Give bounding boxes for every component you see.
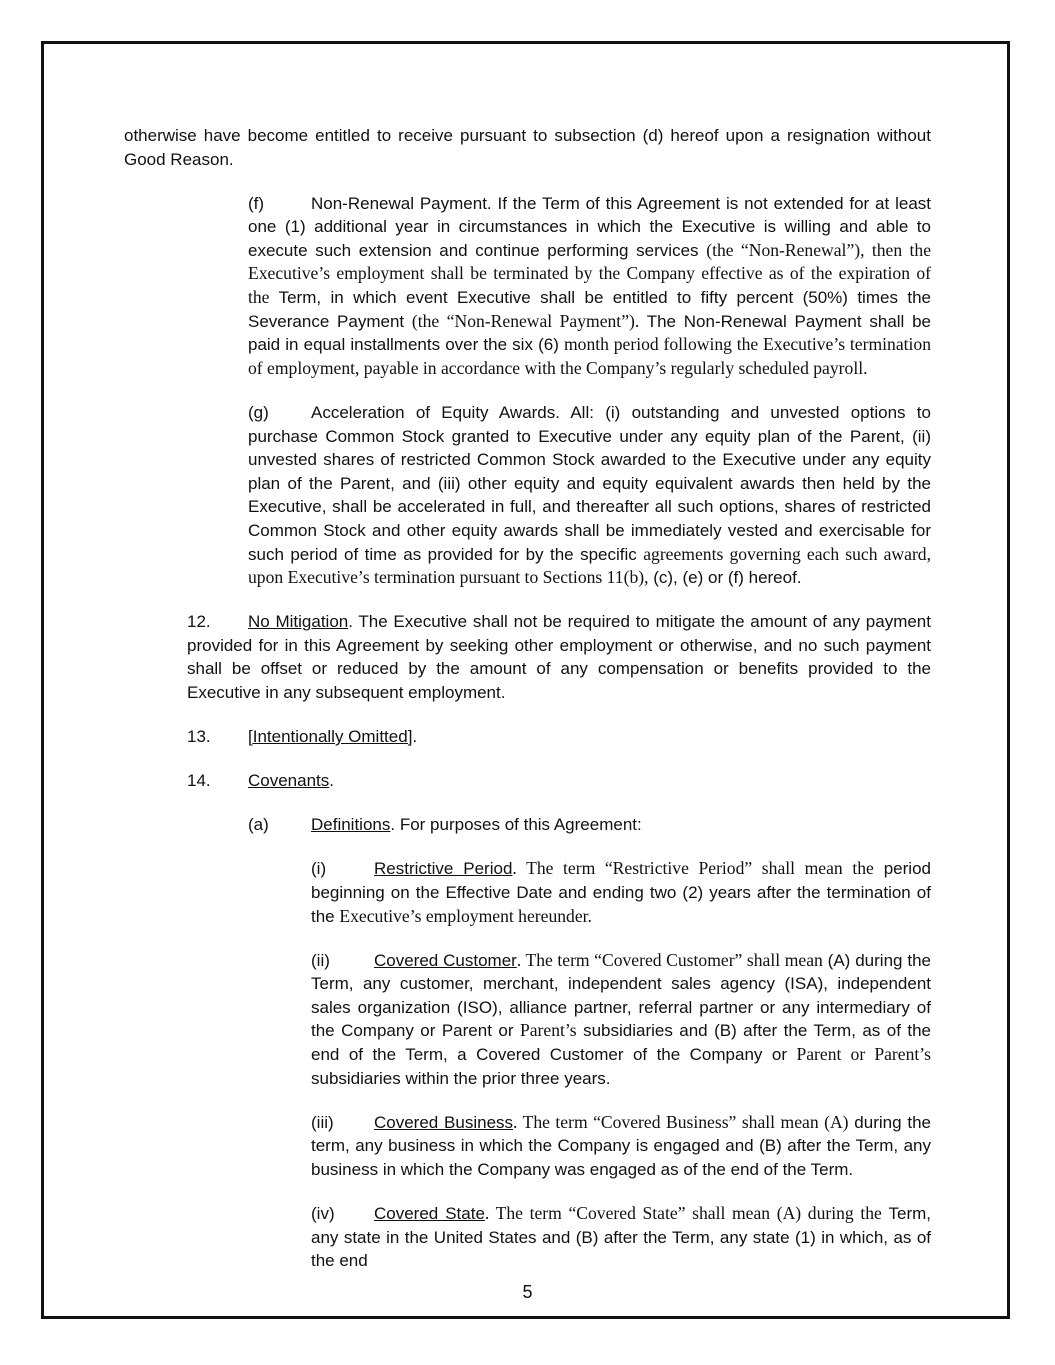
definition-iii-title: Covered Business [374,1112,514,1132]
section-f-text-c: Term, in which event Executive shall be entitled to fifty percent (50%) times the Severance Payment [248,288,931,331]
section-12-text: . The Executive shall not be required to mitigate the amount of any payment provided for in this Agreement by seeking other employment or otherwise, and no such payment shall be offset or reduced by the amount of any compensation or benefits provided to the Executive in any subsequent employment. [187,612,931,702]
definition-iv-text-a: . The term “Covered State” shall mean (A) during the [484,1202,882,1223]
section-f-text-a: If the Term of this Agreement is not extended for at least one (1) additional year in circumstances in which the Executive is willing and able to execute such extension and continue performing services [248,193,931,260]
section-f-text-f: month period following the Executive’s termination of employment, payable in accordance with the Company’s regularly scheduled payroll. [248,334,932,378]
section-13-number: 13. [187,727,211,747]
section-g-text-a: All: (i) outstanding and unvested options to purchase Common Stock granted to Executive under any equity plan of the Parent, (ii) unvested shares of restricted Common Stock awarded to the Executive under any equity plan of the Parent, and (iii) other equity and equity equivalent awards then held by the Executive, shall be accelerated in full, and thereafter all such options, shares of restricted Common Stock and other equity awards shall be immediately vested and exercisable for such period of time as provided for by the specific [248,402,931,564]
definition-iii-label: (iii) [311,1112,334,1132]
section-12-title: No Mitigation [248,612,349,632]
definition-iv-paragraph [124,1202,931,1273]
section-14a-label: (a) [248,815,269,835]
section-14-number: 14. [187,771,211,791]
definition-ii-text-b: (A) during the Term, any customer, merchant, independent sales agency (ISA), independent sales organization (ISO), alliance partner, referral partner or any intermediary of the Company or Parent or [311,950,931,1041]
section-g-title: Acceleration of Equity Awards. [311,402,560,422]
definition-ii-text-d: subsidiaries and (B) after the Term, as of the end of the Term, a Covered Customer of the Company or [311,1021,932,1064]
definition-ii-text-c: Parent’s [519,1020,577,1041]
definition-ii-title: Covered Customer [374,950,517,970]
section-14-heading [124,769,931,793]
definition-ii-label: (ii) [311,950,330,970]
definition-i-text-b: period beginning on the Effective Date and ending two (2) years after the termination of the [311,859,931,926]
definition-iii-text-a: . The term “Covered Business” shall mean (A) [513,1111,849,1132]
section-f-label: (f) [248,193,265,213]
section-13-tail: . [412,727,418,747]
section-12-paragraph [124,610,931,704]
section-14a-title: Definitions [311,815,391,835]
carryover-paragraph [124,124,931,171]
section-f-text-d: (the “Non-Renewal Payment”). [411,310,640,331]
definition-i-text-a: . The term “Restrictive Period” shall mean the [512,858,874,879]
definition-i-paragraph [124,857,931,928]
section-13-title: [Intentionally Omitted] [248,727,413,747]
section-f-title: Non-Renewal Payment. [311,193,492,213]
section-g-paragraph [124,401,931,590]
definition-i-text-c: Executive’s employment hereunder. [339,905,592,926]
section-f-text-e: The Non-Renewal Payment shall be paid in equal installments over the six (6) [248,311,931,355]
definition-i-title: Restrictive Period [374,859,513,879]
definition-ii-text-f: subsidiaries within the prior three years. [311,1068,611,1088]
definition-iii-paragraph [124,1111,931,1182]
section-f-text-b: (the “Non-Renewal”), then the Executive’s employment shall be terminated by the Company effective as of the expiration of the [248,239,932,308]
definition-ii-text-e: Parent or Parent’s [796,1044,931,1064]
section-12-number: 12. [187,612,211,632]
document-body [124,124,931,1273]
section-14a-text: . For purposes of this Agreement: [390,815,642,835]
section-14-title: Covenants [248,771,330,791]
section-14a-heading [124,813,931,837]
carryover-text: otherwise have become entitled to receive pursuant to subsection (d) hereof upon a resignation without Good Reason. [124,126,931,169]
definition-iv-text-b: Term, any state in the United States and (B) after the Term, any state (1) in which, as of the end [311,1203,931,1271]
definition-ii-text-a: . The term “Covered Customer” shall mean [516,949,823,970]
definition-iv-title: Covered State [374,1203,485,1223]
section-g-text-c: (c), (e) or (f) hereof. [648,568,802,588]
definition-iii-text-b: during the term, any business in which the Company is engaged and (B) after the Term, any business in which the Company was engaged as of the end of the Term. [311,1112,931,1179]
section-g-label: (g) [248,402,269,422]
definition-i-label: (i) [311,859,327,879]
definition-ii-paragraph [124,949,931,1091]
definition-iv-label: (iv) [311,1203,335,1223]
page-number: 5 [522,1282,533,1302]
section-13-heading [124,725,931,749]
section-f-paragraph [124,192,931,381]
section-g-text-b: agreements governing each such award, upon Executive’s termination pursuant to Sections 11(b), [248,543,932,588]
section-14-tail: . [329,771,335,791]
